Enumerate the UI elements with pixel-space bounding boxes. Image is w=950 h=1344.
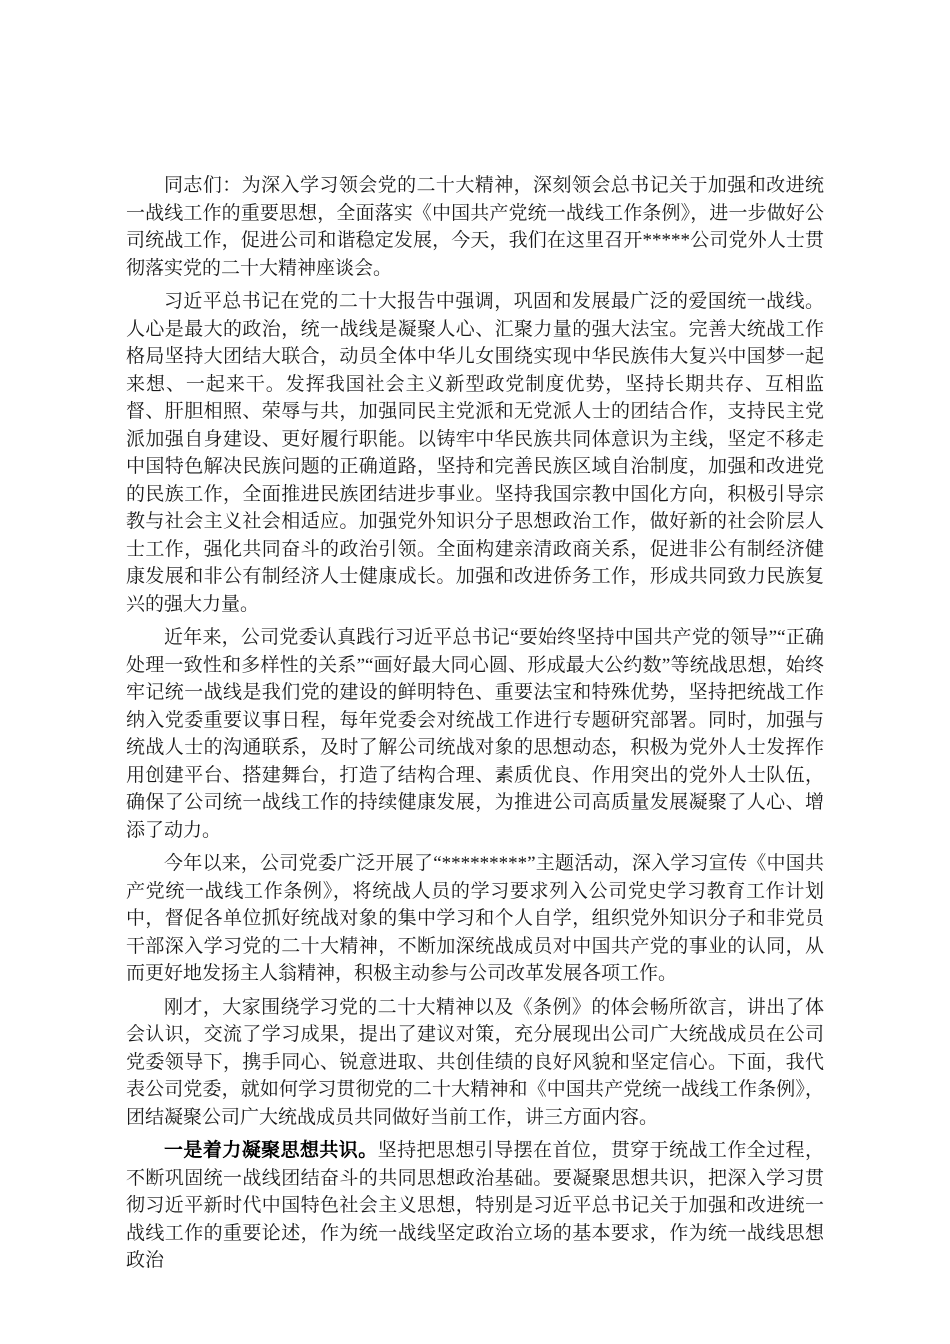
paragraph-3 xyxy=(126,624,824,844)
paragraph-1 xyxy=(126,172,824,282)
paragraph-6-text: 坚持把思想引导摆在首位，贯穿于统战工作全过程，不断巩固统一战线团结奋斗的共同思想政治基础。要凝聚思想共识，把深入学习贯彻习近平新时代中国特色社会主义思想，特别是习近平总书记关于加强和改进统一战线工作的重要论述，作为统一战线坚定政治立场的基本要求，作为统一战线思想政治 xyxy=(126,1140,824,1271)
paragraph-3-text: 近年来，公司党委认真践行习近平总书记“要始终坚持中国共产党的领导”“正确处理一致性和多样性的关系”“画好最大同心圆、形成最大公约数”等统战思想，始终牢记统一战线是我们党的建设的鲜明特色、重要法宝和特殊优势，坚持把统战工作纳入党委重要议事日程，每年党委会对统战工作进行专题研究部署。同时，加强与统战人士的沟通联系，及时了解公司统战对象的思想动态，积极为党外人士发挥作用创建平台、搭建舞台，打造了结构合理、素质优良、作用突出的党外人士队伍，确保了公司统一战线工作的持续健康发展，为推进公司高质量发展凝聚了人心、增添了动力。 xyxy=(126,627,824,841)
paragraph-5-text: 刚才，大家围绕学习党的二十大精神以及《条例》的体会畅所欲言，讲出了体会认识，交流了学习成果，提出了建议对策，充分展现出公司广大统战成员在公司党委领导下，携手同心、锐意进取、共创佳绩的良好风貌和坚定信心。下面，我代表公司党委，就如何学习贯彻党的二十大精神和《中国共产党统一战线工作条例》，团结凝聚公司广大统战成员共同做好当前工作，讲三方面内容。 xyxy=(126,996,824,1128)
paragraph-2-text: 习近平总书记在党的二十大报告中强调，巩固和发展最广泛的爱国统一战线。人心是最大的政治，统一战线是凝聚人心、汇聚力量的强大法宝。完善大统战工作格局坚持大团结大联合，动员全体中华儿女围绕实现中华民族伟大复兴中国梦一起来想、一起来干。发挥我国社会主义新型政党制度优势，坚持长期共存、互相监督、肝胆相照、荣辱与共，加强同民主党派和无党派人士的团结合作，支持民主党派加强自身建设、更好履行职能。以铸牢中华民族共同体意识为主线，坚定不移走中国特色解决民族问题的正确道路，坚持和完善民族区域自治制度，加强和改进党的民族工作，全面推进民族团结进步事业。坚持我国宗教中国化方向，积极引导宗教与社会主义社会相适应。加强党外知识分子思想政治工作，做好新的社会阶层人士工作，强化共同奋斗的政治引领。全面构建亲清政商关系，促进非公有制经济健康发展和非公有制经济人士健康成长。加强和改进侨务工作，形成共同致力民族复兴的强大力量。 xyxy=(126,291,824,615)
paragraph-1-text: 同志们：为深入学习领会党的二十大精神，深刻领会总书记关于加强和改进统一战线工作的重要思想，全面落实《中国共产党统一战线工作条例》，进一步做好公司统战工作，促进公司和谐稳定发展，今天，我们在这里召开*****公司党外人士贯彻落实党的二十大精神座谈会。 xyxy=(126,175,824,279)
paragraph-6 xyxy=(126,1137,824,1275)
paragraph-5 xyxy=(126,994,824,1132)
paragraph-4-text: 今年以来，公司党委广泛开展了“*********”主题活动，深入学习宣传《中国共产党统一战线工作条例》，将统战人员的学习要求列入公司党史学习教育工作计划中，督促各单位抓好统战对象的集中学习和个人自学，组织党外知识分子和非党员干部深入学习党的二十大精神，不断加深统战成员对中国共产党的事业的认同，从而更好地发扬主人翁精神，积极主动参与公司改革发展各项工作。 xyxy=(126,853,824,984)
document-body xyxy=(126,172,824,1275)
paragraph-4 xyxy=(126,850,824,988)
paragraph-2 xyxy=(126,288,824,618)
paragraph-6-bold-lead: 一是着力凝聚思想共识。 xyxy=(164,1140,378,1161)
